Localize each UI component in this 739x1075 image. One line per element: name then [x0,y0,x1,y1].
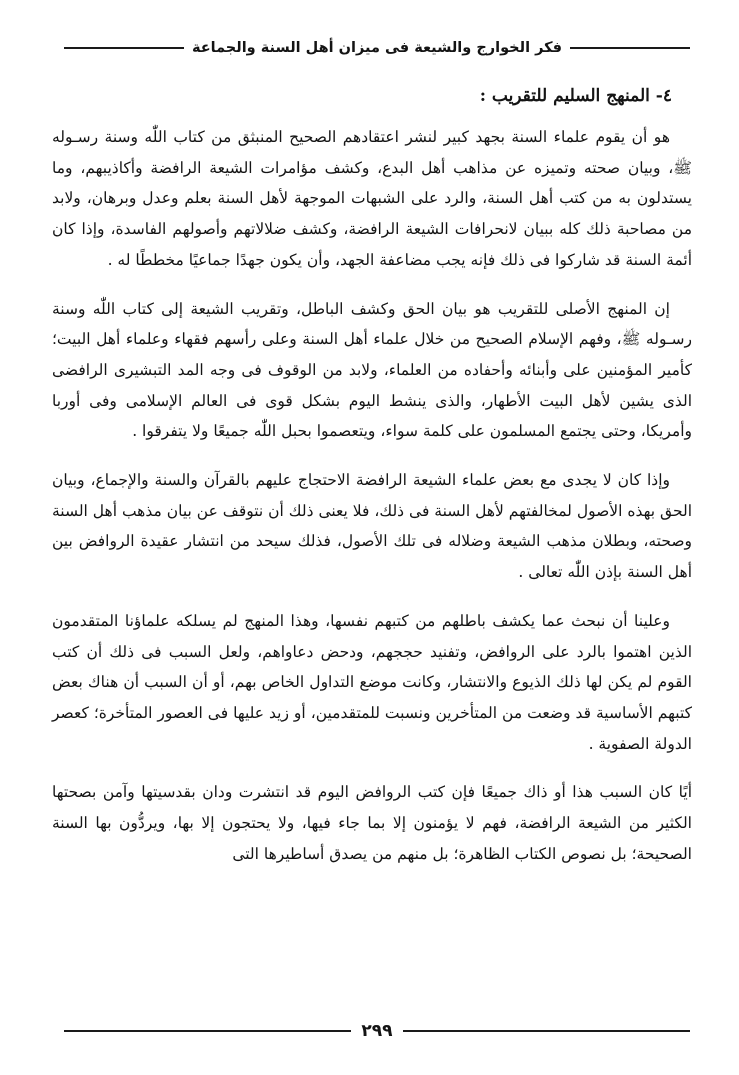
running-header [64,36,690,60]
page-footer [64,1018,690,1044]
header-rule-left [64,47,184,49]
paragraph-4: وعلينا أن نبحث عما يكشف باطلهم من كتبهم نفسها، وهذا المنهج لم يسلكه علماؤنا المتقدمون الذين اهتموا بالرد على الروافض، وتفنيد حججهم، ودحض دعاواهم، ولعل السبب فى ذلك أن كتب القوم لم يكن لها ذلك الذيوع والانتشار، وكانت موضع التداول الخاص بهم، أو أن السبب أن هناك بعض كتبهم الأساسية قد وضعت من المتأخرين ونسبت للمتقدمين، أو زيد عليها فى العصور المتأخرة؛ كعصر الدولة الصفوية . [52,611,692,753]
page-number: ٢٩٩ [361,1021,393,1041]
paragraph-1: هو أن يقوم علماء السنة بجهد كبير لنشر اعتقادهم الصحيح المنبثق من كتاب اللّٰه وسنة رسـوله ﷺ، وبيان صحته وتميزه عن مذاهب أهل البدع، وكشف مؤامرات الشيعة الرافضة وأكاذيبهم، وما يستدلون به من كتب أهل السنة، والرد على الشبهات الموجهة لأهل السنة بعلم وعدل وبرهان، ولابد من مصاحبة ذلك كله ببيان لانحرافات الشيعة الرافضة، وكشف ضلالاتهم وأصولهم الفاسدة، وإذا كان أئمة السنة قد شاركوا فى ذلك فإنه يجب مضاعفة الجهد، وأن يكون جهدًا جماعيًا مخططًا له . [52,128,692,269]
paragraph-3: وإذا كان لا يجدى مع بعض علماء الشيعة الرافضة الاحتجاج عليهم بالقرآن والسنة والإجماع، وبيان الحق بهذه الأصول لمخالفتهم لأهل السنة فى ذلك، فلا يعنى ذلك أن نتوقف عن بيان مذهب أهل السنة وصحته، وبطلان مذهب الشيعة وضلاله فى تلك الأصول، فذلك سيحد من انتشار عقيدة الروافض بين أهل السنة بإذن اللّٰه تعالى . [52,471,692,582]
paragraph-2: إن المنهج الأصلى للتقريب هو بيان الحق وكشف الباطل، وتقريب الشيعة إلى كتاب اللّٰه وسنة رسـوله ﷺ، وفهم الإسلام الصحيح من خلال علماء أهل السنة وعلى رأسهم فقهاء وعلماء أهل البيت؛ كأمير المؤمنين على وأبنائه وأحفاده من العلماء، ولابد من الوقوف فى وجه المد التبشيرى الرافضى الذى يشين لأهل البيت الأطهار، والذى ينشط اليوم بشكل قوى فى العالم الإسلامى وفى أوربا وأمريكا، وحتى يجتمع المسلمون على كلمة سواء، ويتعصموا بحبل اللّٰه جميعًا ولا يتفرقوا . [52,299,692,441]
header-rule-right [570,47,690,49]
section-heading: ٤- المنهج السليم للتقريب : [479,86,672,106]
footer-rule-right [403,1030,690,1032]
body-text [52,122,692,887]
paragraph-5: أيًا كان السبب هذا أو ذاك جميعًا فإن كتب الروافض اليوم قد انتشرت ودان بقدسيتها وآمن بصحتها الكثير من الشيعة الرافضة، فهم لا يؤمنون إلا بما جاء فيها، ولا يحتجون إلا بها، ويردُّون بها السنة الصحيحة؛ بل نصوص الكتاب الظاهرة؛ بل منهم من يصدق أساطيرها التى [52,783,692,863]
footer-rule-left [64,1030,351,1032]
running-header-title: فكر الخوارج والشيعة فى ميزان أهل السنة والجماعة [191,40,563,56]
